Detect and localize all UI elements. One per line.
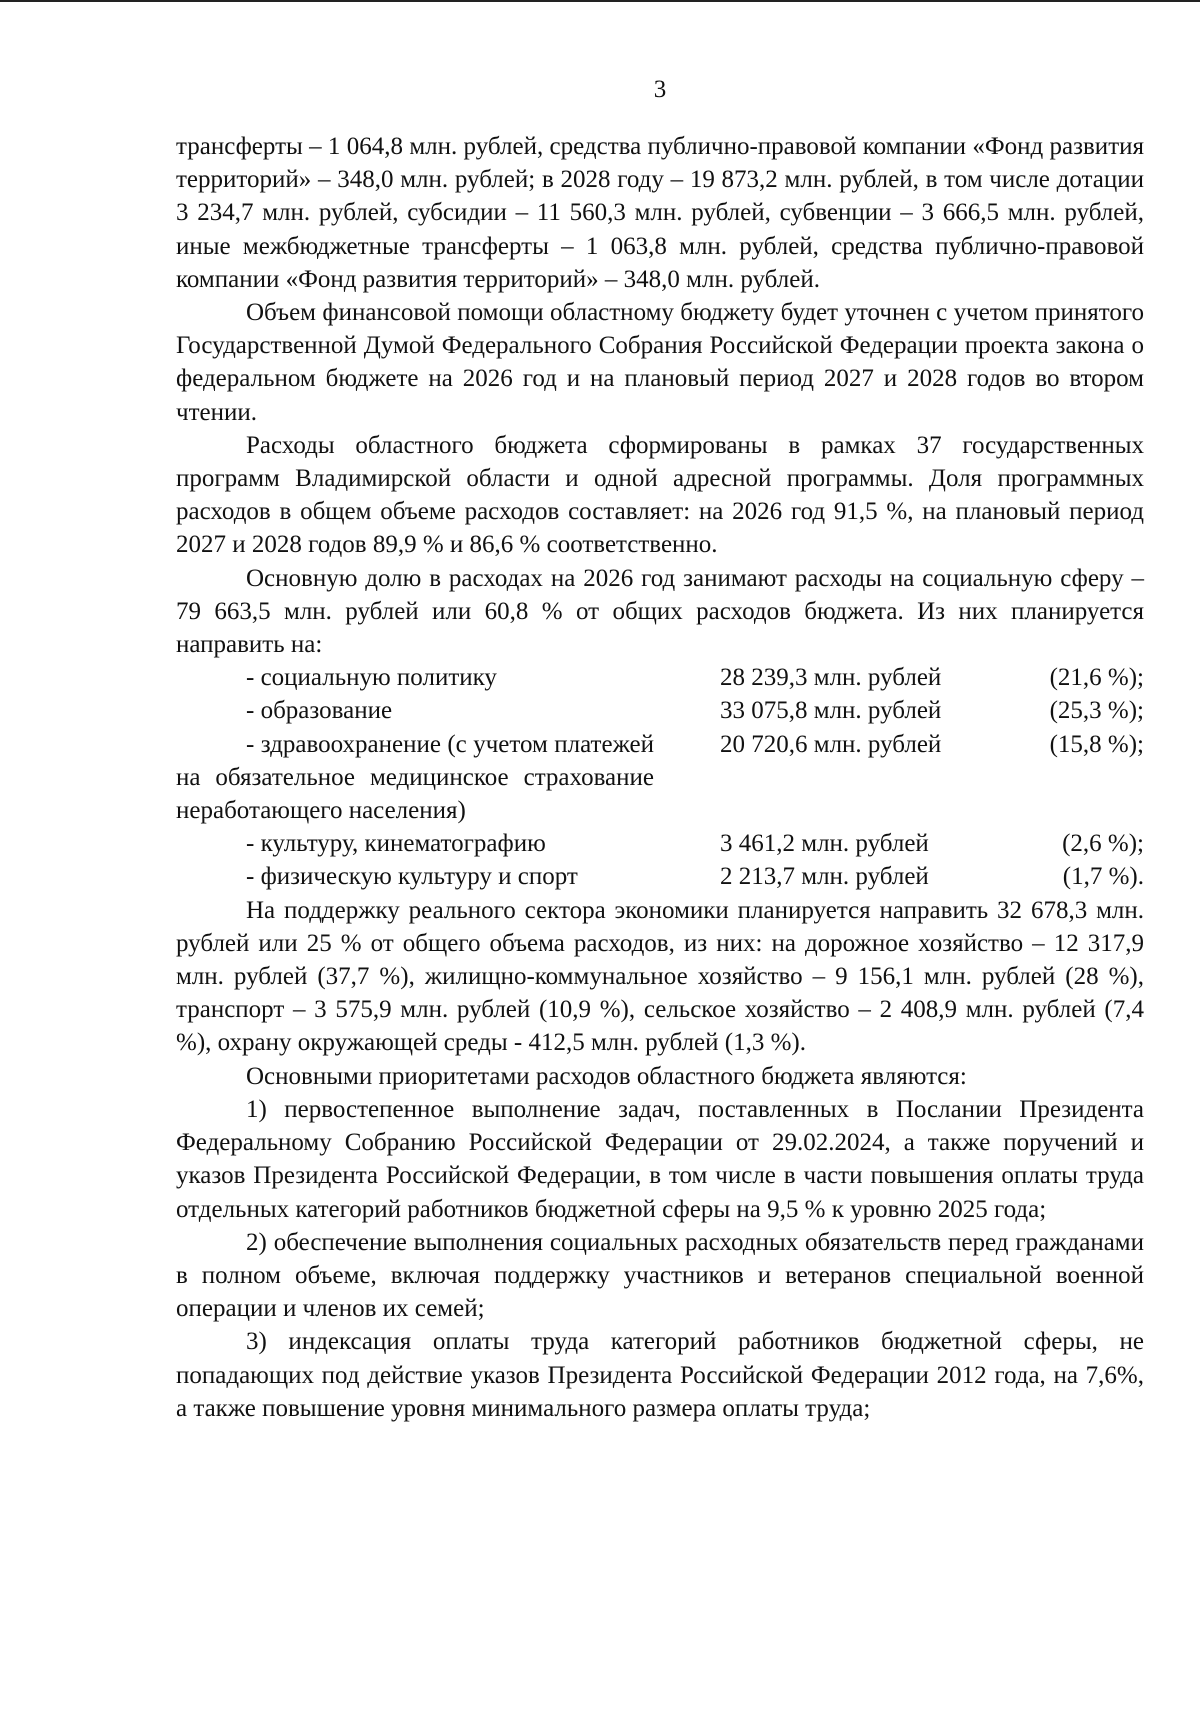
spending-label: - образование [246,697,393,725]
spending-list [176,661,1144,893]
spending-row [176,827,1144,860]
spending-label: - физическую культуру и спорт [246,863,578,891]
spending-share: (25,3 %); [1049,697,1144,725]
spending-share: (1,7 %). [1062,863,1144,891]
priority-item-1: 1) первостепенное выполнение задач, поставленных в Послании Президента Федеральному Собранию Российской Федерации от 29.02.2024, а также поручений и указов Президента Российской Федерации, в том числе в части повышения оплаты труда отдельных категорий работников бюджетной сферы на 9,5 % к уровню 2025 года; [176,1095,1144,1223]
spending-row [176,694,1144,727]
spending-share: (2,6 %); [1062,830,1144,858]
paragraph-priorities-intro: Основными приоритетами расходов областного бюджета являются: [246,1062,967,1090]
spending-amount: 28 239,3 млн. рублей [720,664,942,692]
paragraph-financial-aid: Объем финансовой помощи областному бюджету будет уточнен с учетом принятого Государственной Думой Федерального Собрания Российской Федерации проекта закона о федеральном бюджете на 2026 год и на плановый период 2027 и 2028 годов во втором чтении. [176,299,1144,426]
paragraph-social-sphere: Основную долю в расходах на 2026 год занимают расходы на социальную сферу – 79 663,5 млн. рублей или 60,8 % от общих расходов бюджета. Из них планируется направить на: [176,564,1144,659]
spending-row [176,728,1144,828]
document-body [176,130,1144,1425]
spending-amount: 3 461,2 млн. рублей [720,830,929,858]
paragraph-programs: Расходы областного бюджета сформированы в рамках 37 государственных программ Владимирской области и одной адресной программы. Доля программных расходов в общем объеме расходов составляет: на 2026 год 91,5 %, на плановый период 2027 и 2028 годов 89,9 % и 86,6 % соответственно. [176,431,1144,559]
paragraph-transfers: трансферты – 1 064,8 млн. рублей, средства публично-правовой компании «Фонд развития территорий» – 348,0 млн. рублей; в 2028 году – 19 873,2 млн. рублей, в том числе дотации 3 234,7 млн. рублей, субсидии – 11 560,3 млн. рублей, субвенции – 3 666,5 млн. рублей, иные межбюджетные трансферты – 1 063,8 млн. рублей, средства публично-правовой компании «Фонд развития территорий» – 348,0 млн. рублей. [176,133,1144,293]
spending-share: (15,8 %); [1049,730,1144,758]
spending-amount: 2 213,7 млн. рублей [720,863,929,891]
spending-row [176,661,1144,694]
priority-item-2: 2) обеспечение выполнения социальных расходных обязательств перед гражданами в полном объеме, включая поддержку участников и ветеранов специальной военной операции и членов их семей; [176,1228,1144,1323]
page-number: 3 [653,76,667,103]
spending-amount: 33 075,8 млн. рублей [720,697,942,725]
priority-item-3: 3) индексация оплаты труда категорий работников бюджетной сферы, не попадающих под действие указов Президента Российской Федерации 2012 года, на 7,6%, а также повышение уровня минимального размера оплаты труда; [176,1328,1144,1422]
top-border-line [0,0,1200,2]
paragraph-real-sector: На поддержку реального сектора экономики планируется направить 32 678,3 млн. рублей или 25 % от общего объема расходов, из них: на дорожное хозяйство – 12 317,9 млн. рублей (37,7 %), жилищно-коммунальное хозяйство – 9 156,1 млн. рублей (28 %), транспорт – 3 575,9 млн. рублей (10,9 %), сельское хозяйство – 2 408,9 млн. рублей (7,4 %), охрану окружающей среды - 412,5 млн. рублей (1,3 %). [176,896,1144,1057]
spending-amount: 20 720,6 млн. рублей [720,730,942,758]
spending-label: - социальную политику [246,664,497,692]
spending-row [176,860,1144,893]
spending-label: - здравоохранение (с учетом платежей на обязательное медицинское страхование неработающего населения) [176,730,654,825]
spending-share: (21,6 %); [1049,664,1144,692]
spending-label: - культуру, кинематографию [246,830,546,858]
